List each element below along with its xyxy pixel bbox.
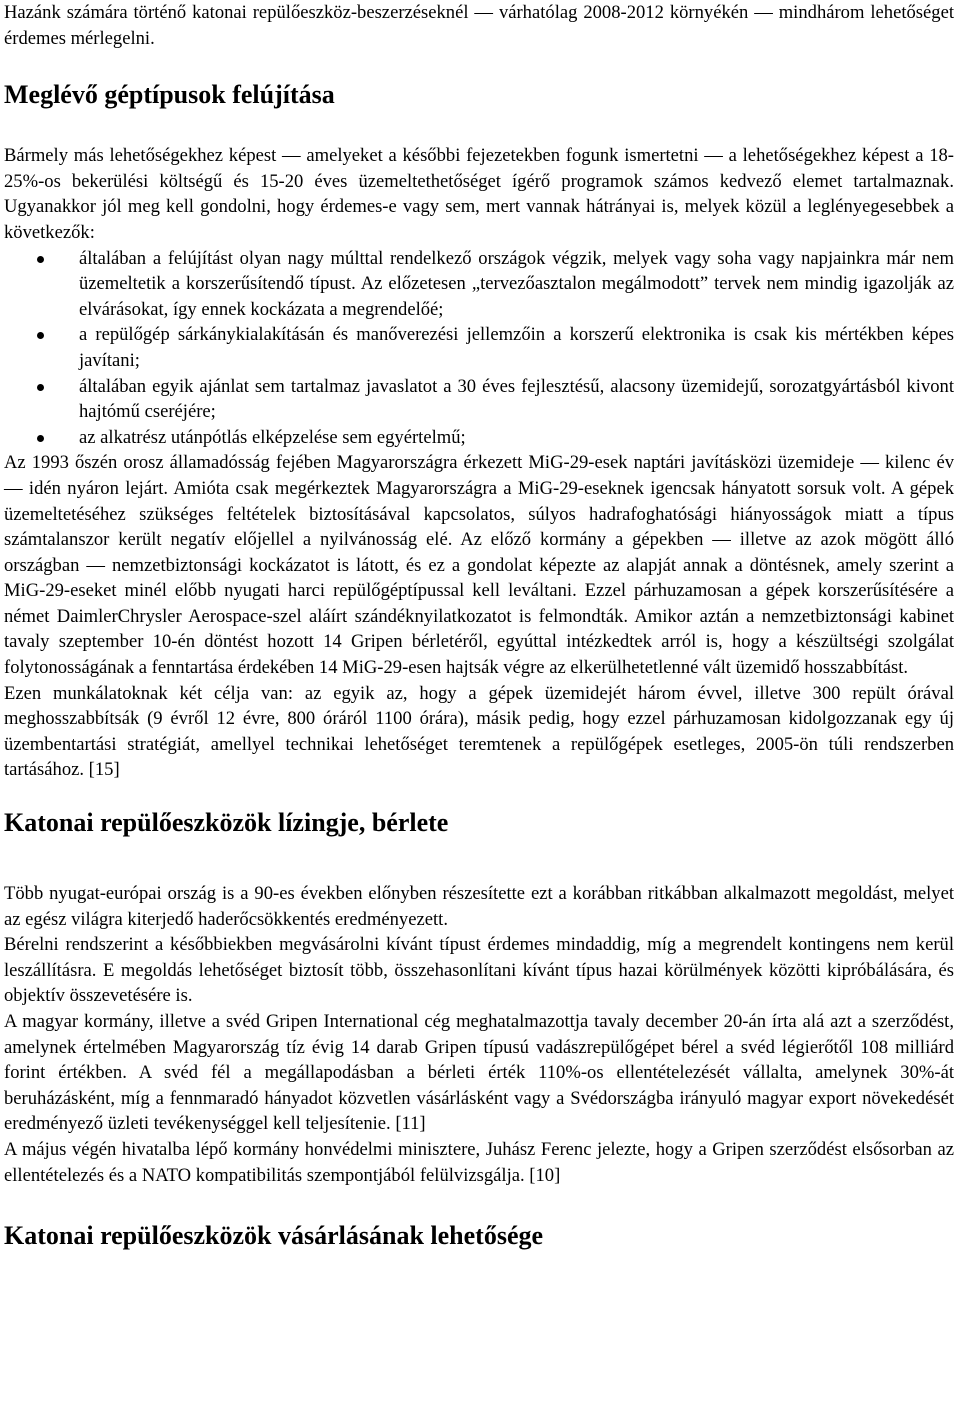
lease-paragraph-1: Több nyugat-európai ország is a 90-es években előnyben részesítette ezt a korábban ritkábban alkalmazott megoldást, melyet az egész világra kiterjedő haderőcsökkentés eredményezett. <box>4 883 954 930</box>
bullet-icon <box>37 332 44 339</box>
lease-paragraph-2: Bérelni rendszerint a későbbiekben megvásárolni kívánt típust érdemes mindaddig, míg a megrendelt kontingens nem kerül leszállításra. E megoldás lehetőséget biztosít több, összehasonlítani kívánt típus hazai körülmények közötti kipróbálására, és objektív összevetésére is. <box>4 934 954 1007</box>
drawbacks-list <box>4 246 954 451</box>
intro-paragraph: Hazánk számára történő katonai repülőeszköz-beszerzéseknél — várhatólag 2008-2012 környékén — mindhárom lehetőséget érdemes mérlegelni. <box>4 2 954 49</box>
renovation-paragraph-1: Bármely más lehetőségekhez képest — amelyeket a későbbi fejezetekben fogunk ismertetni — a lehetőségekhez képest a 18-25%-os bekerülési költségű és 15-20 éves üzemeltethetőséget ígérő programok számos kedvező elemet tartalmaznak. Ugyanakkor jól meg kell gondolni, hogy érdemes-e vagy sem, mert vannak hátrányai is, melyek közül a leglényegesebbek a következők: <box>4 145 954 243</box>
renovation-paragraph-2: Az 1993 őszén orosz államadósság fejében Magyarországra érkezett MiG-29-esek naptári javításközi üzemideje — kilenc év — idén nyáron lejárt. Amióta csak megérkeztek Magyarországra a MiG-29-eseknek igencsak hányatott sorsuk volt. A gépek üzemeltetéséhez szükséges feltételek biztosításával kapcsolatos, súlyos hadrafoghatósági hiányosságok miatt a típus számtalanszor került negatív előjellel a nyilvánosság elé. Az előző kormány a gépekben — illetve az azok mögött álló országban — nemzetbiztonsági kockázatot is látott, és ez a gondolat képezte az alapját annak a döntésnek, amely szerint a MiG-29-eseket minél előbb nyugati harci repülőgéptípussal kell leváltani. Ezzel párhuzamosan a gépek korszerűsítésére a német DaimlerChrysler Aerospace-szel aláírt szándéknyilatkozatot is felmondták. Amikor aztán a nemzetbiztonsági kabinet tavaly szeptember 10-én döntést hozott 14 Gripen bérletéről, egyúttal intézkedtek arról is, hogy a készültségi szolgálat folytonosságának a fenntartása érdekében 14 MiG-29-esen hajtsák végre az elkerülhetetlenné vált üzemidő hosszabbítást. <box>4 452 954 679</box>
list-item-text: általában egyik ajánlat sem tartalmaz javaslatot a 30 éves fejlesztésű, alacsony üzemidejű, sorozatgyártásból kivont hajtómű cseréjére; <box>79 375 954 423</box>
list-item-text: általában a felújítást olyan nagy múlttal rendelkező országok végzik, melyek vagy soha vagy napjainkra már nem üzemeltetik a korszerűsítendő típust. Az előzetesen „tervezőasztalon megálmodott” tervek nem mindig igazolják az elvárásokat, így ennek kockázata a megrendelőé; <box>79 247 954 320</box>
section-heading-purchase: Katonai repülőeszközök vásárlásának lehetősége <box>4 1221 544 1251</box>
section-heading-renovation: Meglévő géptípusok felújítása <box>4 80 335 110</box>
bullet-icon <box>37 256 44 263</box>
bullet-icon <box>37 384 44 391</box>
list-item <box>4 322 954 373</box>
list-item <box>4 374 954 425</box>
renovation-paragraph-3: Ezen munkálatoknak két célja van: az egyik az, hogy a gépek üzemidejét három évvel, illetve 300 repült órával meghosszabbítsák (9 évről 12 évre, 800 óráról 1100 órára), másik pedig, hogy ezzel párhuzamosan kidolgozzanak egy új üzembentartási stratégiát, amellyel technikai lehetőséget teremtenek a repülőgépek esetleges, 2005-ön túli rendszerben tartásához. [15] <box>4 682 954 781</box>
section-heading-lease: Katonai repülőeszközök lízingje, bérlete <box>4 808 449 838</box>
list-item <box>4 246 954 323</box>
list-item-text: az alkatrész utánpótlás elképzelése sem egyértelmű; <box>79 426 466 448</box>
lease-paragraph-3: A magyar kormány, illetve a svéd Gripen International cég meghatalmazottja tavaly december 20-án írta alá azt a szerződést, amelynek értelmében Magyarország tíz évig 14 darab Gripen típusú vadászrepülőgépet bérel a svéd légierőtől 108 milliárd forint értékben. A svéd fél a megállapodásban a bérleti érték 110%-os ellentételezését vállalta, amelynek 30%-át beruházásként, míg a fennmaradó hányadot közvetlen vásárlásként vagy a Svédországba irányuló magyar export növekedését eredményező üzleti tevékenységgel kell teljesítenie. [11] <box>4 1011 954 1135</box>
list-item <box>4 425 954 451</box>
lease-paragraph-4: A május végén hivatalba lépő kormány honvédelmi minisztere, Juhász Ferenc jelezte, hogy a Gripen szerződést elsősorban az ellentételezés és a NATO kompatibilitás szempontjából felülvizsgálja. [10] <box>4 1138 954 1186</box>
list-item-text: a repülőgép sárkánykialakításán és manőverezési jellemzőin a korszerű elektronika is csak kis mértékben képes javítani; <box>79 324 954 371</box>
bullet-icon <box>37 435 44 442</box>
